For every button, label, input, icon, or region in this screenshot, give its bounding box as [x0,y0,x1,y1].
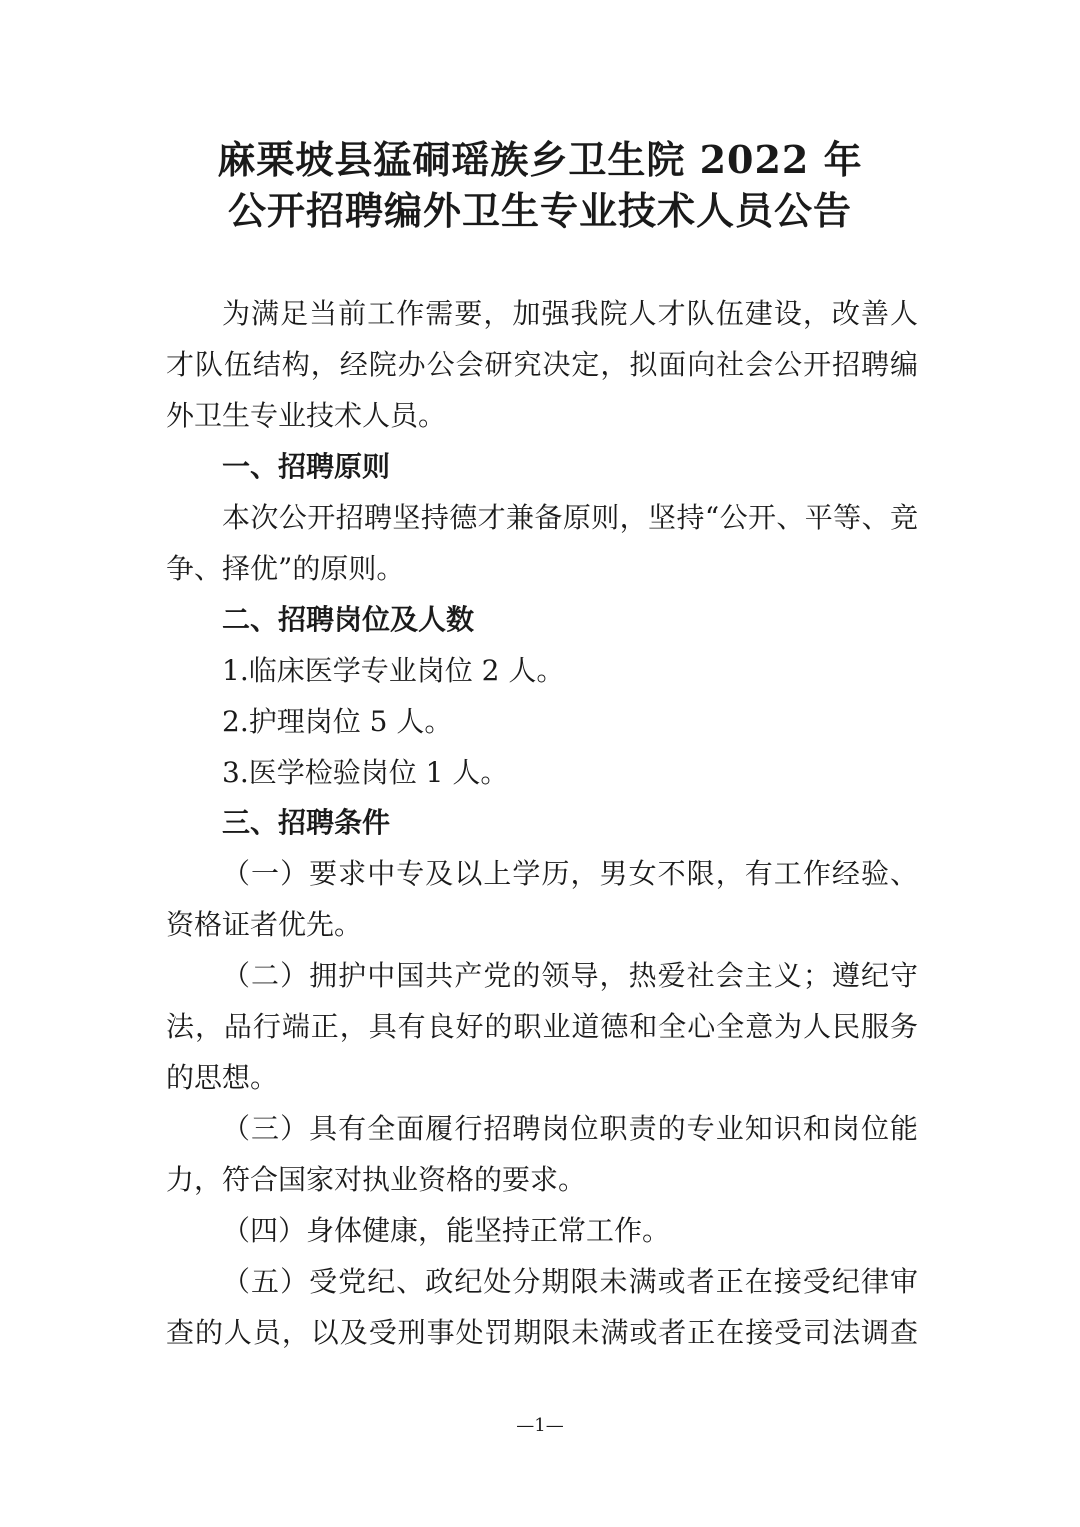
document-title-line-1: 麻栗坡县猛硐瑶族乡卫生院 2022 年 [217,137,863,182]
condition-5-line-2: 查的人员，以及受刑事处罚期限未满或者正在接受司法调查 [166,1316,918,1349]
principles-line-2: 争、择优”的原则。 [166,552,405,585]
page-number: —1— [516,1415,564,1436]
position-item-2: 2.护理岗位 5 人。 [222,705,453,738]
condition-2-line-3: 的思想。 [166,1061,279,1094]
condition-1-line-1: （一）要求中专及以上学历，男女不限，有工作经验、 [222,857,918,890]
condition-4-line-1: （四）身体健康，能坚持正常工作。 [222,1214,671,1247]
section-heading-positions: 二、招聘岗位及人数 [222,603,475,636]
section-heading-principles: 一、招聘原则 [222,450,391,483]
section-heading-conditions: 三、招聘条件 [222,806,391,839]
condition-2-line-2: 法，品行端正，具有良好的职业道德和全心全意为人民服务 [166,1010,918,1043]
position-item-3: 3.医学检验岗位 1 人。 [222,756,509,789]
condition-5-line-1: （五）受党纪、政纪处分期限未满或者正在接受纪律审 [222,1265,918,1298]
intro-line-3: 外卫生专业技术人员。 [166,399,447,432]
position-item-1: 1.临床医学专业岗位 2 人。 [222,654,565,687]
condition-2-line-1: （二）拥护中国共产党的领导，热爱社会主义；遵纪守 [222,959,918,992]
condition-1-line-2: 资格证者优先。 [166,908,363,941]
intro-line-1: 为满足当前工作需要，加强我院人才队伍建设，改善人 [222,297,918,330]
condition-3-line-1: （三）具有全面履行招聘岗位职责的专业知识和岗位能 [222,1112,918,1145]
document-title-line-2: 公开招聘编外卫生专业技术人员公告 [227,188,852,233]
intro-line-2: 才队伍结构，经院办公会研究决定，拟面向社会公开招聘编 [166,348,918,381]
principles-line-1: 本次公开招聘坚持德才兼备原则，坚持“公开、平等、竞 [222,501,918,534]
condition-3-line-2: 力，符合国家对执业资格的要求。 [166,1163,587,1196]
